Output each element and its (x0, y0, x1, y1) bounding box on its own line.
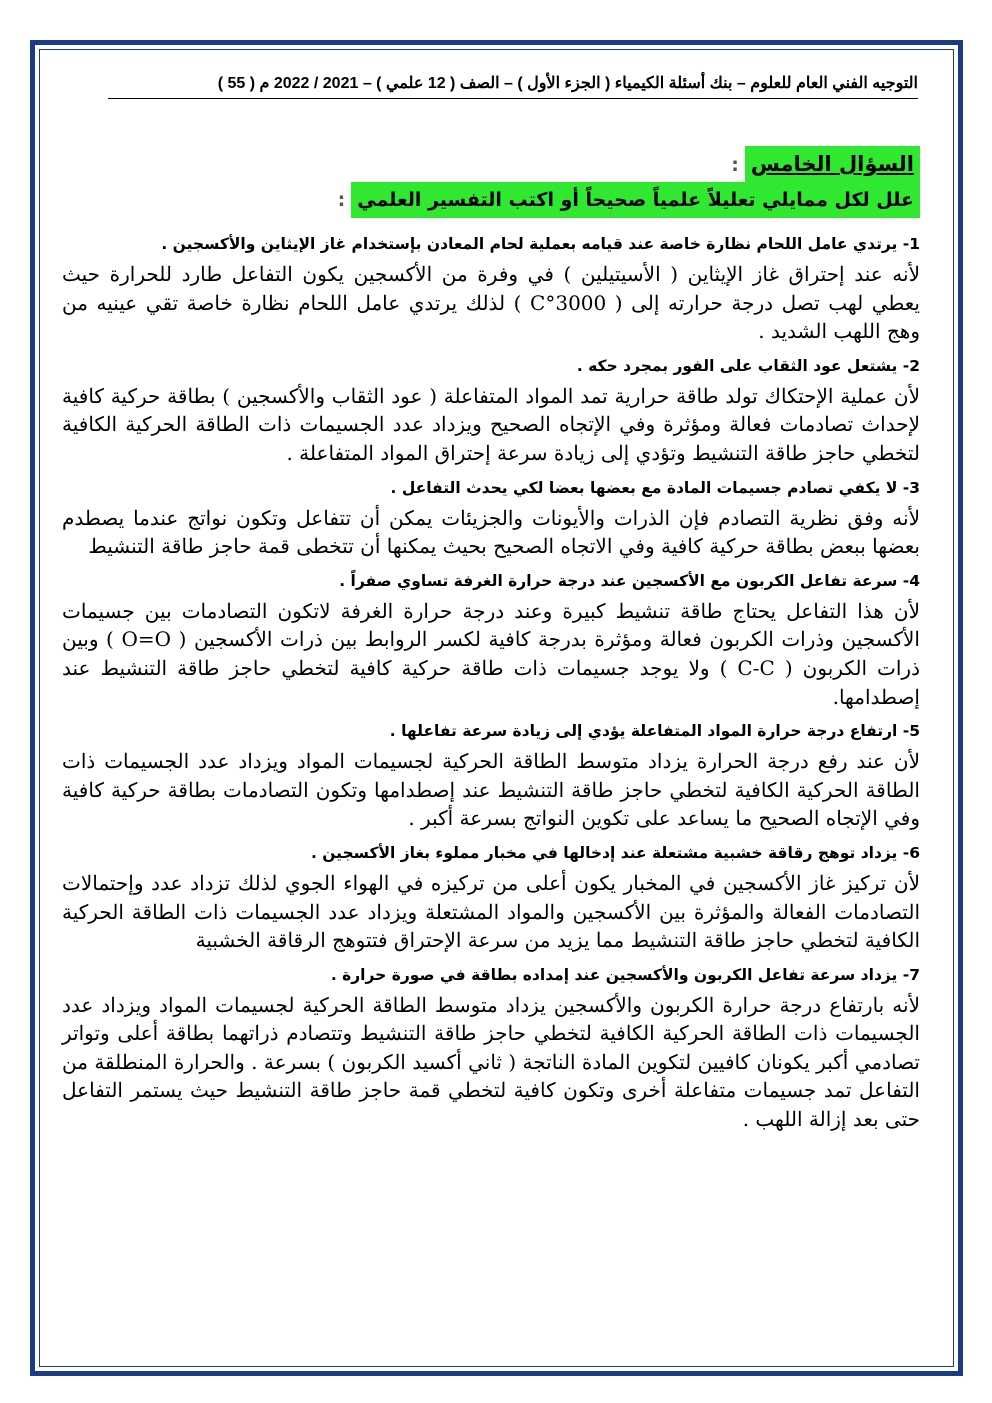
question-text: 5- ارتفاع درجة حرارة المواد المتفاعلة يؤدي إلى زيادة سرعة تفاعلها . (389, 722, 920, 741)
question-item (62, 230, 920, 346)
question-text: 3- لا يكفي تصادم جسيمات المادة مع بعضها بعضا لكي يحدث التفاعل . (390, 478, 920, 497)
question-text: 4- سرعة تفاعل الكربون مع الأكسجين عند درجة حرارة الغرفة تساوي صفراً . (339, 571, 920, 590)
section-title-row (62, 138, 920, 178)
section-title: السؤال الخامس (745, 146, 920, 182)
question-text: 7- يزداد سرعة تفاعل الكربون والأكسجين عند إمداده بطاقة في صورة حرارة . (330, 965, 920, 984)
answer-text: لأن هذا التفاعل يحتاج طاقة تنشيط كبيرة وعند درجة حرارة الغرفة لاتكون التصادمات بين جسيمات الأكسجين وذرات الكربون فعالة ومؤثرة بدرجة كافية لكسر الروابط بين ذرات الأكسجين ( O=O ) وبين ذرات الكربون ( C-C ) ولا يوجد جسيمات ذات طاقة حركية كافية لتخطي حاجز طاقة التنشيط عند إصطدامها. (62, 598, 920, 709)
answer-text: لأن تركيز غاز الأكسجين في المخبار يكون أعلى من تركيزه في الهواء الجوي لذلك تزداد عدد وإحتمالات التصادمات الفعالة والمؤثرة بين الأكسجين والمواد المشتعلة ويزداد عدد الجسيمات ذات الطاقة الحركية الكافية لتخطي حاجز طاقة التنشيط مما يزيد من سرعة الإحتراق فتتوهج الرقاقة الخشبية (62, 870, 920, 953)
answer-text: لأن عند رفع درجة الحرارة يزداد متوسط الطاقة الحركية لجسيمات المواد ويزداد عدد الجسيمات ذات الطاقة الحركية الكافية لتخطي حاجز طاقة التنشيط عند إصطدامها وتكون التصادمات بطاقة حركية كافية وفي الإتجاه الصحيح ما يساعد على تكوين النواتج بسرعة أكبر . (62, 749, 920, 831)
answer-text: لأن عملية الإحتكاك تولد طاقة حرارية تمد المواد المتفاعلة ( عود الثقاب والأكسجين ) بطاقة حركية كافية لإحداث تصادمات فعالة ومؤثرة وفي الإتجاه الصحيح ويزداد عدد الجسيمات ذات الطاقة الحركية الكافية لتخطي حاجز طاقة التنشيط وتؤدي إلى زيادة سرعة إحتراق المواد المتفاعلة . (62, 383, 920, 465)
question-item (62, 961, 920, 1134)
answer-text: لأنه وفق نظرية التصادم فإن الذرات والأيونات والجزيئات يمكن أن تتفاعل وتكون نواتج عندما يصطدم بعضها ببعض بطاقة حركية كافية وفي الاتجاه الصحيح بحيث يمكنها أن تتخطى قمة حاجز طاقة التنشيط (62, 505, 920, 559)
question-text: 1- يرتدي عامل اللحام نظارة خاصة عند قيامه بعملية لحام المعادن بإستخدام غاز الإيثاين والأكسجين . (161, 235, 920, 253)
question-item (62, 352, 920, 468)
question-item (62, 567, 920, 711)
question-item (62, 839, 920, 955)
section-title-colon: : (731, 154, 739, 176)
question-item (62, 717, 920, 833)
section-instruction: علل لكل ممايلي تعليلاً علمياً صحيحاً أو اكتب التفسير العلمي (351, 182, 920, 218)
question-item (62, 474, 920, 561)
question-text: 2- يشتعل عود الثقاب على الفور بمجرد حكه . (576, 356, 920, 375)
header-underline (108, 98, 918, 99)
page-header: التوجيه الفني العام للعلوم – بنك أسئلة الكيمياء ( الجزء الأول ) – الصف ( 12 علمي ) – 2021 / 2022 م ( 55 ) (217, 75, 918, 92)
instruction-colon: : (337, 189, 346, 211)
question-text: 6- يزداد توهج رقاقة خشبية مشتعلة عند إدخالها في مخبار مملوء بغاز الأكسجين . (310, 843, 920, 862)
answer-text: لأنه عند إحتراق غاز الإيثاين ( الأسيتيلين ) في وفرة من الأكسجين يكون التفاعل طارد للحرارة حيث يعطي لهب تصل درجة حرارته إلى ( 3000°C ) لذلك يرتدي عامل اللحام نظارة خاصة تقي عينيه من وهج اللهب الشديد . (62, 262, 921, 344)
answer-text: لأنه بارتفاع درجة حرارة الكربون والأكسجين يزداد متوسط الطاقة الحركية لجسيمات المواد ويزداد عدد الجسيمات ذات الطاقة الحركية الكافية لتخطي حاجز طاقة التنشيط وتتصادم ذراتهما بطاقة أعلى وتواتر تصادمي أكبر يكونان كافيين لتكوين المادة الناتجة ( ثاني أكسيد الكربون ) بسرعة . والحرارة المنطلقة من التفاعل تمد جسيمات متفاعلة أخرى وتكون كافية لتخطي قمة حاجز طاقة التنشيط حيث يستمر التفاعل حتى بعد إزالة اللهب . (62, 992, 920, 1132)
instruction-row (62, 178, 920, 224)
worksheet-content (62, 138, 920, 1138)
